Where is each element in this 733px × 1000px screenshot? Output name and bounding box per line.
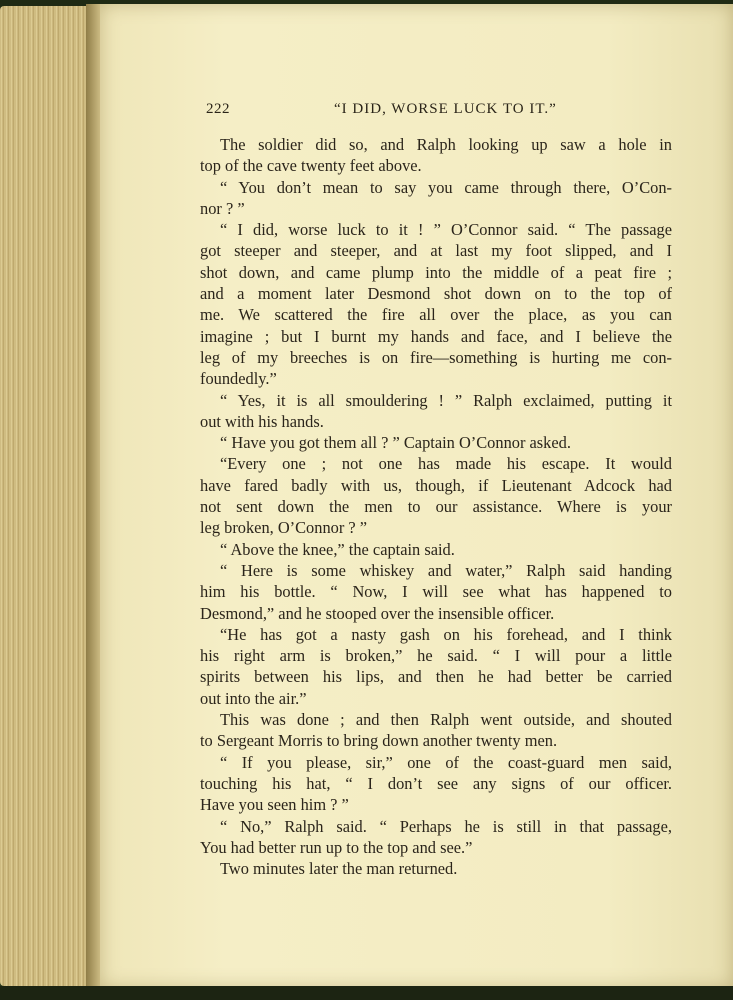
text-line: have fared badly with us, though, if Lieutenant Adcock had: [200, 475, 672, 495]
text-line: top of the cave twenty feet above.: [200, 156, 422, 176]
text-line: “ Yes, it is all smouldering ! ” Ralph exclaimed, putting it: [220, 390, 672, 410]
text-line: touching his hat, “ I don’t see any signs of our officer.: [200, 773, 672, 793]
text-line: spirits between his lips, and then he had better be carried: [200, 667, 672, 687]
text-line: Desmond,” and he stooped over the insensible officer.: [200, 603, 555, 623]
text-line: “ Above the knee,” the captain said.: [220, 539, 455, 559]
text-line: to Sergeant Morris to bring down another twenty men.: [200, 731, 558, 751]
text-line: Two minutes later the man returned.: [220, 859, 458, 879]
running-title: “I DID, WORSE LUCK TO IT.”: [334, 101, 557, 117]
text-line: shot down, and came plump into the middle of a peat fire ;: [200, 262, 672, 282]
text-line: nor ? ”: [200, 198, 245, 218]
text-line: The soldier did so, and Ralph looking up saw a hole in: [220, 135, 672, 154]
text-line: You had better run up to the top and see.”: [200, 837, 473, 857]
text-line: him his bottle. “ Now, I will see what has happened to: [200, 582, 672, 602]
text-line: leg broken, O’Connor ? ”: [200, 518, 368, 538]
body-text: [200, 134, 672, 879]
text-line: and a moment later Desmond shot down on to the top of: [200, 284, 672, 304]
text-line: out into the air.”: [200, 688, 307, 708]
text-line: got steeper and steeper, and at last my foot slipped, and I: [200, 241, 672, 261]
text-line: Have you seen him ? ”: [200, 795, 349, 815]
text-line: imagine ; but I burnt my hands and face, and I believe the: [200, 326, 672, 346]
text-line: his right arm is broken,” he said. “ I will pour a little: [200, 646, 672, 666]
text-line: “ No,” Ralph said. “ Perhaps he is still in that passage,: [220, 816, 672, 836]
text-line: me. We scattered the fire all over the place, as you can: [200, 305, 672, 325]
bottom-band: [0, 986, 733, 1000]
text-line: out with his hands.: [200, 411, 324, 431]
text-line: “ If you please, sir,” one of the coast-guard men said,: [220, 752, 672, 772]
text-line: foundedly.”: [200, 369, 277, 389]
text-line: “ I did, worse luck to it ! ” O’Connor said. “ The passage: [220, 220, 672, 240]
text-line: “Every one ; not one has made his escape. It would: [220, 454, 672, 474]
text-line: “He has got a nasty gash on his forehead, and I think: [220, 624, 672, 644]
page-edges: [0, 6, 96, 986]
page-number: 222: [206, 101, 230, 117]
text-line: leg of my breeches is on fire—something is hurting me con-: [200, 347, 672, 367]
text-line: This was done ; and then Ralph went outside, and shouted: [220, 710, 672, 730]
text-line: “ Have you got them all ? ” Captain O’Connor asked.: [220, 433, 571, 453]
text-line: “ You don’t mean to say you came through there, O’Con-: [220, 177, 672, 197]
text-line: “ Here is some whiskey and water,” Ralph said handing: [220, 560, 672, 580]
text-line: not sent down the men to our assistance. Where is your: [200, 497, 672, 517]
running-header: [206, 101, 676, 121]
